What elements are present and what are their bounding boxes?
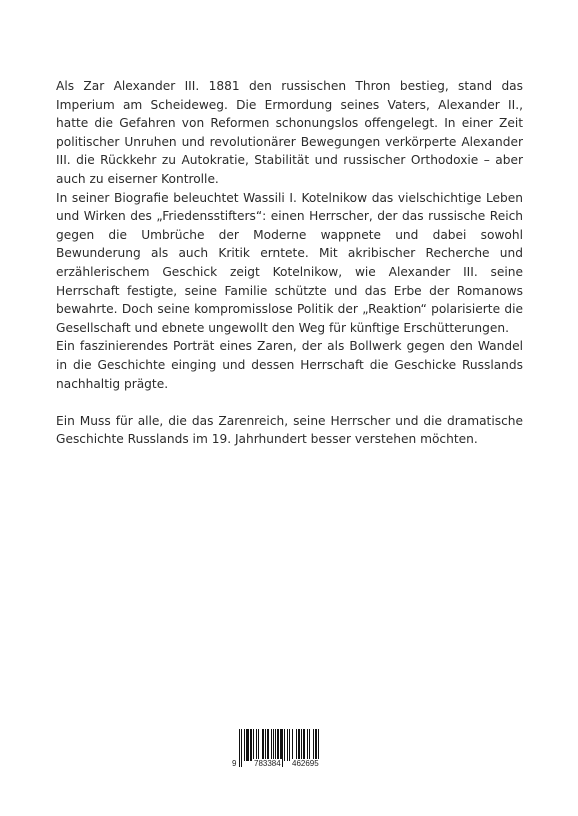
barcode-bar	[301, 729, 302, 761]
barcode-bar	[303, 729, 305, 761]
blurb-text	[56, 77, 523, 449]
barcode-bar	[307, 729, 308, 761]
barcode-bar	[250, 729, 252, 761]
barcode-bar	[258, 729, 259, 761]
barcode-bar	[287, 729, 288, 761]
blurb-paragraph-3: Ein faszinierendes Porträt eines Zaren, der als Bollwerk gegen den Wandel in die Geschichte einging und dessen Herrschaft die Geschicke Russlands nachhaltig prägte.	[56, 339, 523, 391]
barcode-bar	[284, 729, 285, 761]
barcode-bar	[246, 729, 249, 761]
barcode-bar	[289, 729, 290, 761]
barcode-bar	[273, 729, 274, 761]
barcode-digits	[231, 759, 339, 771]
barcode-bar	[256, 729, 257, 761]
barcode-prefix-digit: 9	[232, 759, 237, 768]
barcode-bar	[265, 729, 266, 761]
barcode-left-group: 783384	[254, 759, 281, 768]
blurb-paragraph-4: Ein Muss für alle, die das Zarenreich, seine Herrscher und die dramatische Geschichte Russlands im 19. Jahrhundert besser verstehen möchten.	[56, 413, 523, 447]
barcode-bar	[253, 729, 254, 761]
blurb-paragraph-2: In seiner Biografie beleuchtet Wassili I. Kotelnikow das vielschichtige Leben und Wirken des „Friedensstifters“: einen Herrscher, der das russische Reich gegen die Umbrüche der Moderne wappnete und dabei sowohl Bewunderung als auch Kritik erntete. Mit akribischer Recherche und erzählerischem Geschick zeigt Kotelnikow, wie Alexander III. seine Herrschaft festigte, seine Familie schützte und das Erbe der Romanows bewahrte. Doch seine kompromisslose Politik der „Reaktion“ polarisierte die Gesellschaft und ebnete ungewollt den Weg für künftige Erschütterungen.	[56, 190, 523, 335]
barcode-bar	[267, 729, 269, 761]
barcode-bar	[309, 729, 310, 761]
barcode-bar	[296, 729, 297, 761]
barcode-bar	[275, 729, 276, 761]
barcode-bar	[315, 729, 317, 761]
barcode-bar	[262, 729, 264, 761]
barcode-right-group: 462695	[292, 759, 319, 768]
barcode-bar	[313, 729, 314, 761]
barcode-bar	[271, 729, 272, 761]
barcode-bar	[244, 729, 245, 761]
barcode-bar	[292, 729, 293, 761]
barcode-bar	[318, 729, 319, 761]
isbn-barcode	[231, 729, 339, 771]
blurb-paragraph-1: Als Zar Alexander III. 1881 den russischen Thron bestieg, stand das Imperium am Scheideweg. Die Ermordung seines Vaters, Alexander II., hatte die Gefahren von Reformen schonungslos offengelegt. In einer Zeit politischer Unruhen und revolutionärer Bewegungen verkörperte Alexander III. die Rückkehr zu Autokratie, Stabilität und russischer Orthodoxie – aber auch zu eiserner Kontrolle.	[56, 79, 523, 186]
barcode-bar	[298, 729, 300, 761]
